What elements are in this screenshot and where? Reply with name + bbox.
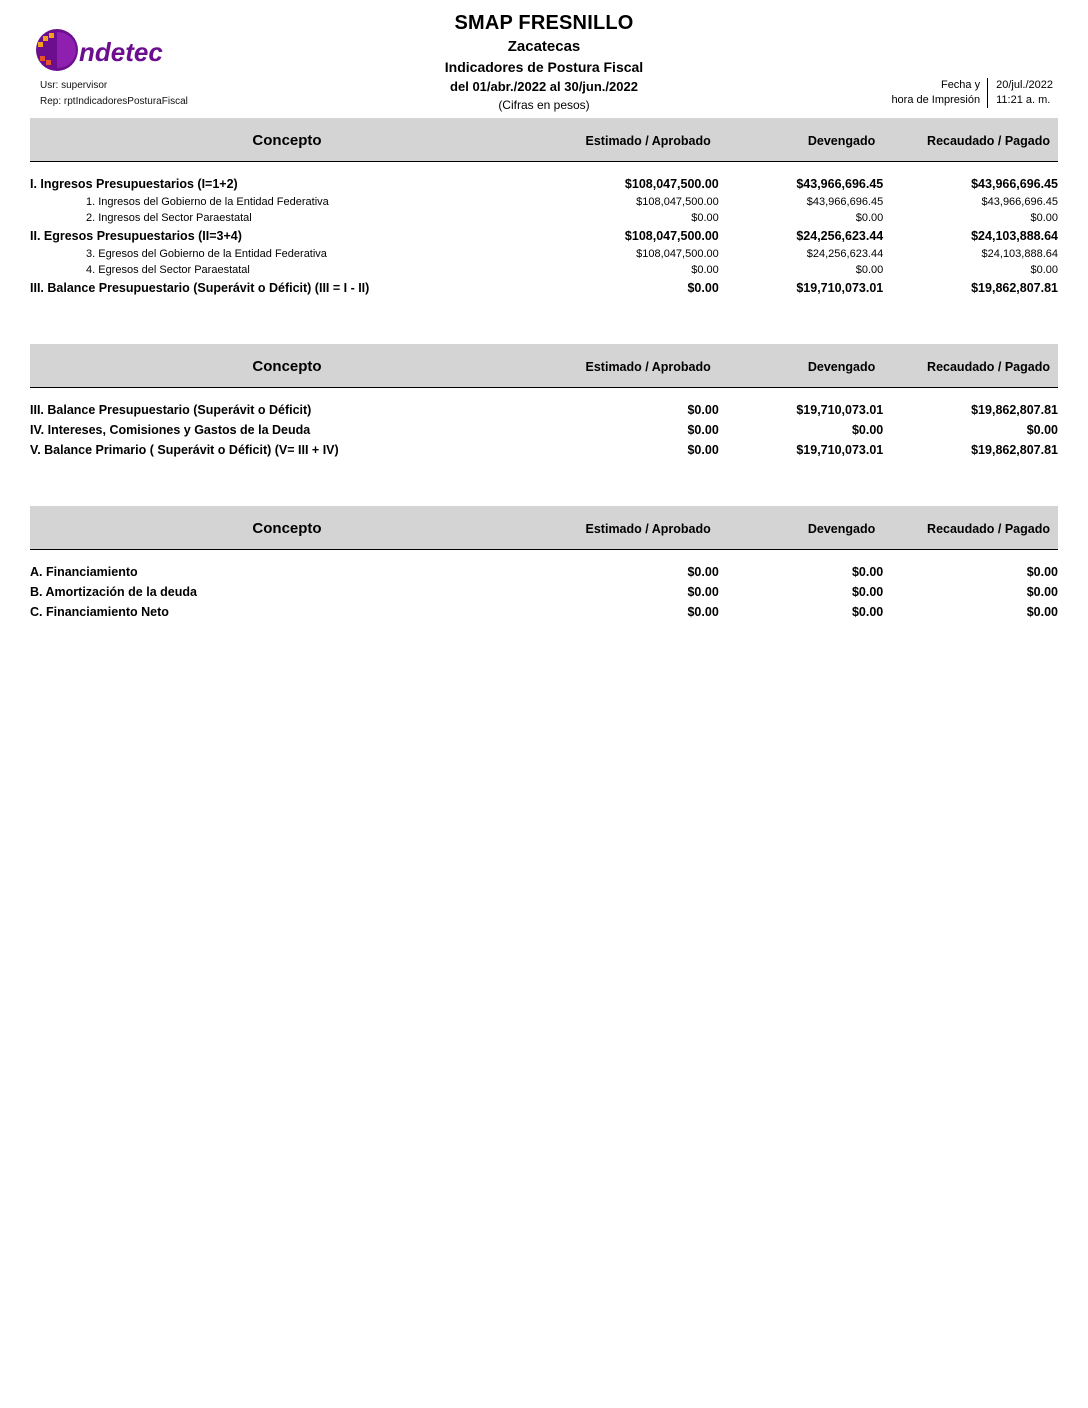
- row-concepto: II. Egresos Presupuestarios (II=3+4): [30, 229, 242, 243]
- row-estimado: $0.00: [687, 403, 719, 417]
- table-row: [30, 602, 1058, 622]
- row-concepto: V. Balance Primario ( Superávit o Déficit) (V= III + IV): [30, 443, 339, 457]
- row-recaudado: $0.00: [1026, 565, 1058, 579]
- row-estimado: $0.00: [687, 565, 719, 579]
- row-concepto: B. Amortización de la deuda: [30, 585, 197, 599]
- table-row: [30, 420, 1058, 440]
- svg-text:ndetec: ndetec: [79, 37, 163, 67]
- table-row: [30, 210, 1058, 226]
- indetec-logo: [30, 26, 190, 72]
- report-header: [30, 0, 1058, 118]
- col-header-estimado: Estimado / Aprobado: [544, 344, 719, 387]
- row-recaudado: $19,862,807.81: [971, 403, 1058, 417]
- row-devengado: $0.00: [851, 565, 884, 579]
- row-recaudado: $0.00: [1026, 585, 1058, 599]
- col-header-estimado: Estimado / Aprobado: [544, 118, 719, 161]
- row-concepto: A. Financiamiento: [30, 565, 138, 579]
- print-datetime-labels: [891, 78, 987, 108]
- print-time: 11:21 a. m.: [996, 94, 1051, 106]
- col-header-concepto: Concepto: [30, 118, 544, 161]
- row-concepto: C. Financiamiento Neto: [30, 605, 169, 619]
- table-row: [30, 174, 1058, 194]
- row-recaudado: $24,103,888.64: [971, 229, 1058, 243]
- row-estimado: $0.00: [691, 212, 719, 224]
- table-section-presupuestario: [30, 118, 1058, 298]
- col-header-estimado: Estimado / Aprobado: [544, 506, 719, 549]
- report-title: Indicadores de Postura Fiscal: [444, 59, 644, 75]
- row-estimado: $0.00: [687, 443, 719, 457]
- row-devengado: $0.00: [855, 212, 884, 224]
- report-id-line: Rep: rptIndicadoresPosturaFiscal: [40, 96, 188, 107]
- user-info: [40, 78, 188, 110]
- table-header-row: [30, 506, 1058, 549]
- spacer: [30, 388, 1058, 401]
- row-recaudado: $0.00: [1030, 212, 1058, 224]
- row-estimado: $108,047,500.00: [636, 196, 719, 208]
- row-recaudado: $0.00: [1026, 605, 1058, 619]
- print-datetime: [891, 78, 1053, 108]
- row-recaudado: $43,966,696.45: [971, 177, 1058, 191]
- row-concepto: 4. Egresos del Sector Paraestatal: [86, 264, 250, 276]
- section-gap: [30, 298, 1058, 344]
- row-devengado: $0.00: [851, 605, 884, 619]
- row-devengado: $0.00: [855, 264, 884, 276]
- row-devengado: $43,966,696.45: [796, 177, 884, 191]
- state-subtitle: Zacatecas: [507, 38, 581, 55]
- report-units: (Cifras en pesos): [498, 98, 590, 112]
- row-recaudado: $0.00: [1026, 423, 1058, 437]
- row-estimado: $0.00: [691, 264, 719, 276]
- row-recaudado: $24,103,888.64: [981, 248, 1058, 260]
- row-devengado: $19,710,073.01: [796, 443, 884, 457]
- section-gap: [30, 460, 1058, 506]
- fecha-label-line2: hora de Impresión: [891, 94, 981, 106]
- user-line: Usr: supervisor: [40, 80, 108, 91]
- table-row: [30, 562, 1058, 582]
- row-concepto: IV. Intereses, Comisiones y Gastos de la Deuda: [30, 423, 311, 437]
- row-recaudado: $0.00: [1030, 264, 1058, 276]
- row-estimado: $108,047,500.00: [624, 229, 719, 243]
- col-header-concepto: Concepto: [30, 344, 544, 387]
- row-devengado: $43,966,696.45: [806, 196, 884, 208]
- spacer: [30, 162, 1058, 175]
- table-header-row: [30, 344, 1058, 387]
- table-row: [30, 226, 1058, 246]
- table-row: [30, 262, 1058, 278]
- col-header-recaudado: Recaudado / Pagado: [883, 118, 1058, 161]
- table-row: [30, 582, 1058, 602]
- row-estimado: $0.00: [687, 605, 719, 619]
- row-concepto: III. Balance Presupuestario (Superávit o Déficit) (III = I - II): [30, 281, 370, 295]
- row-concepto: I. Ingresos Presupuestarios (I=1+2): [30, 177, 238, 191]
- table-row: [30, 278, 1058, 298]
- row-estimado: $0.00: [687, 423, 719, 437]
- row-devengado: $24,256,623.44: [796, 229, 884, 243]
- table-section-financiamiento: [30, 506, 1058, 622]
- org-title: SMAP FRESNILLO: [454, 12, 634, 34]
- col-header-recaudado: Recaudado / Pagado: [883, 344, 1058, 387]
- report-period: del 01/abr./2022 al 30/jun./2022: [450, 79, 638, 94]
- table-row: [30, 194, 1058, 210]
- print-date: 20/jul./2022: [996, 79, 1053, 91]
- row-devengado: $0.00: [851, 585, 884, 599]
- row-devengado: $19,710,073.01: [796, 281, 884, 295]
- row-devengado: $19,710,073.01: [796, 403, 884, 417]
- print-datetime-values: [988, 78, 1053, 108]
- fecha-label-line1: Fecha y: [940, 79, 981, 91]
- col-header-devengado: Devengado: [719, 344, 883, 387]
- table-row: [30, 246, 1058, 262]
- row-devengado: $0.00: [851, 423, 884, 437]
- table-row: [30, 440, 1058, 460]
- row-concepto: 1. Ingresos del Gobierno de la Entidad Federativa: [86, 196, 329, 208]
- row-concepto: III. Balance Presupuestario (Superávit o Déficit): [30, 403, 312, 417]
- col-header-recaudado: Recaudado / Pagado: [883, 506, 1058, 549]
- col-header-concepto: Concepto: [30, 506, 544, 549]
- table-header-row: [30, 118, 1058, 161]
- row-recaudado: $43,966,696.45: [981, 196, 1058, 208]
- col-header-devengado: Devengado: [719, 506, 883, 549]
- row-devengado: $24,256,623.44: [806, 248, 884, 260]
- spacer: [30, 550, 1058, 563]
- table-section-balance-primario: [30, 344, 1058, 460]
- row-concepto: 3. Egresos del Gobierno de la Entidad Federativa: [86, 248, 327, 260]
- table-row: [30, 400, 1058, 420]
- row-estimado: $0.00: [687, 281, 719, 295]
- row-recaudado: $19,862,807.81: [971, 281, 1058, 295]
- row-estimado: $108,047,500.00: [636, 248, 719, 260]
- row-concepto: 2. Ingresos del Sector Paraestatal: [86, 212, 252, 224]
- row-recaudado: $19,862,807.81: [971, 443, 1058, 457]
- col-header-devengado: Devengado: [719, 118, 883, 161]
- row-estimado: $0.00: [687, 585, 719, 599]
- row-estimado: $108,047,500.00: [624, 177, 719, 191]
